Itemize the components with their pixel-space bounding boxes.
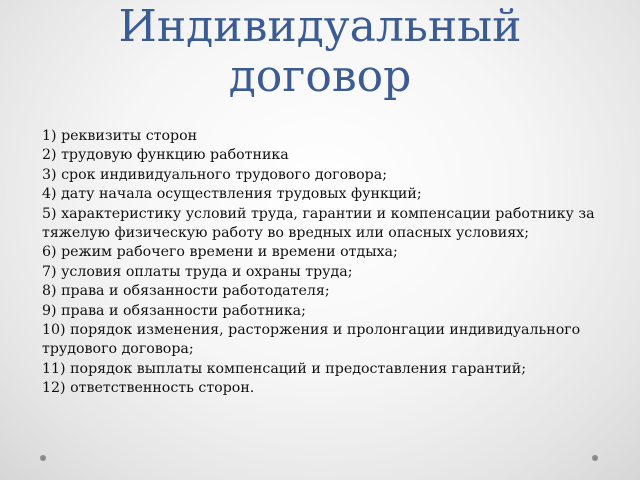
list-item: 12) ответственность сторон. bbox=[42, 380, 255, 397]
list-item: 3) срок индивидуального трудового договора; bbox=[42, 166, 387, 183]
list-item: 6) режим рабочего времени и времени отдыха; bbox=[42, 244, 398, 261]
list-item: 9) права и обязанности работника; bbox=[42, 302, 306, 319]
list-item: 2) трудовую функцию работника bbox=[42, 147, 289, 164]
decorative-dot-left bbox=[40, 455, 46, 461]
decorative-dot-right bbox=[592, 455, 598, 461]
content-list bbox=[42, 127, 602, 399]
list-item: 7) условия оплаты труда и охраны труда; bbox=[42, 263, 353, 280]
list-item: 5) характеристику условий труда, гарантии и компенсации работнику за тяжелую физическую работу во вредных или опасных условиях; bbox=[42, 205, 595, 242]
list-item: 4) дату начала осуществления трудовых функций; bbox=[42, 186, 422, 203]
list-item: 10) порядок изменения, расторжения и пролонгации индивидуального трудового договора; bbox=[42, 322, 581, 358]
slide-title bbox=[0, 2, 640, 102]
slide-title-line-2: договор bbox=[228, 51, 412, 102]
slide-title-line-1: Индивидуальный bbox=[118, 1, 522, 52]
list-item: 1) реквизиты сторон bbox=[42, 128, 198, 144]
list-item: 11) порядок выплаты компенсаций и предоставления гарантий; bbox=[42, 360, 526, 377]
list-item: 8) права и обязанности работодателя; bbox=[42, 283, 330, 300]
